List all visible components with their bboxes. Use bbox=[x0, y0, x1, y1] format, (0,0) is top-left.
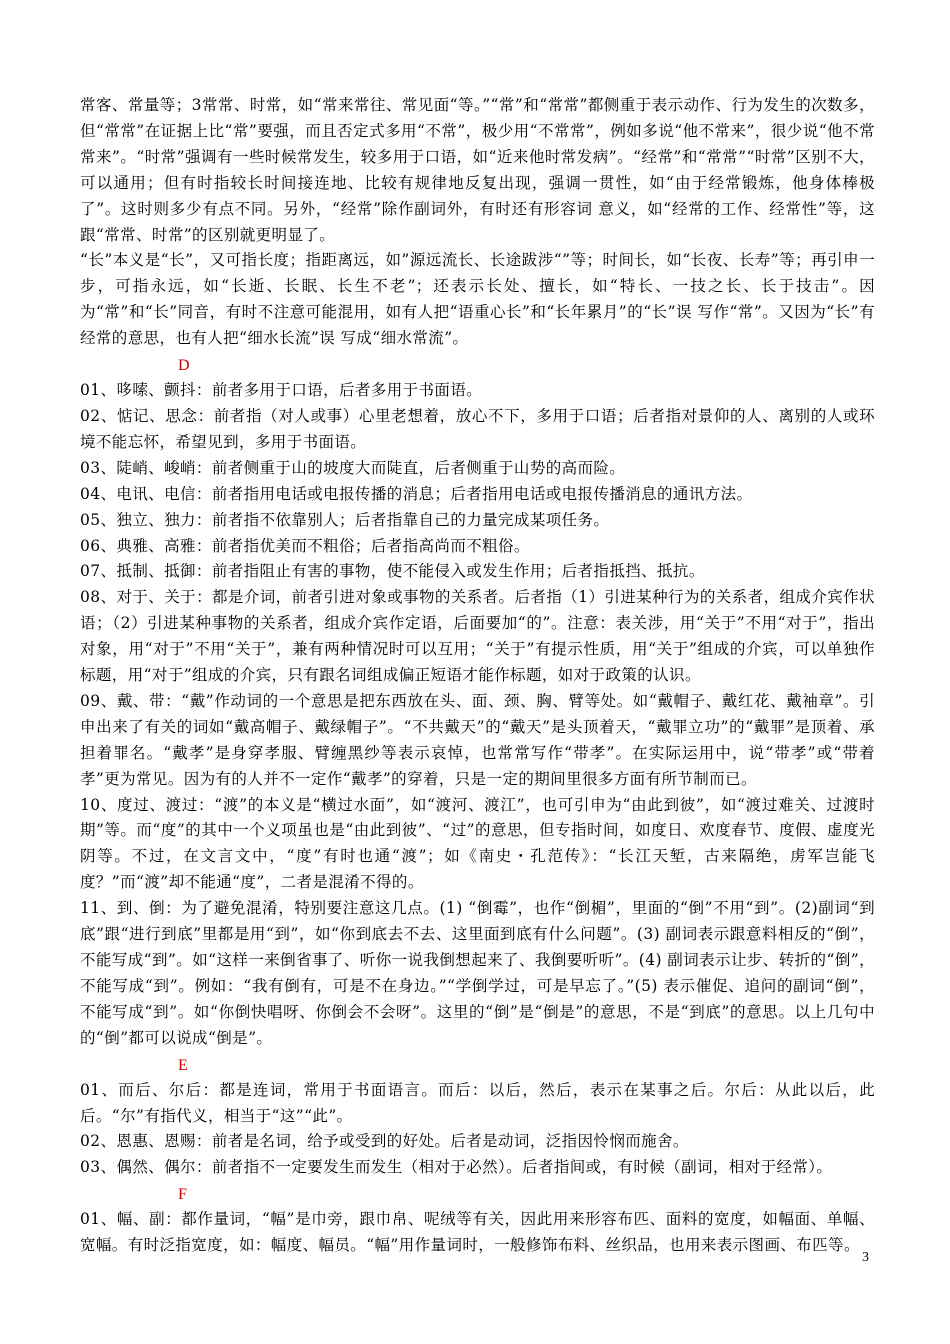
page-number: 3 bbox=[862, 1250, 869, 1265]
paragraph: 04、电讯、电信：前者指用电话或电报传播的消息；后者指用电话或电报传播消息的通讯方法。 bbox=[80, 484, 753, 503]
paragraph: 常客、常量等；3常常、时常，如“常来常往、常见面“等。”“常”和“常常”都侧重于表示动作、行为发生的次数多，但“常常”在证据上比“常”要强，而且否定式多用“不常”，极少用“不常常”，例如多说“他不常来”，很少说“他不常常来”。“时常”强调有一些时候常发生，较多用于口语，如“近来他时常发病”。“经常”和“常常”“时常”区别不大，可以通用；但有时指较长时间接连地、比较有规律地反复出现，强调一贯性，如“由于经常锻炼，他身体棒极了”。这时则多少有点不同。另外，“经常”除作副词外，有时还有形容词 意义，如“经常的工作、经常性”等，这跟“常常、时常”的区别就更明显了。 bbox=[80, 96, 875, 244]
paragraph: 07、抵制、抵御：前者指阻止有害的事物，使不能侵入或发生作用；后者指抵挡、抵抗。 bbox=[80, 562, 705, 581]
paragraph: 06、典雅、高雅：前者指优美而不粗俗；后者指高尚而不粗俗。 bbox=[80, 536, 530, 555]
section-heading: F bbox=[178, 1186, 188, 1204]
paragraph: 10、度过、渡过：“渡”的本义是“横过水面”，如“渡河、渡江”，也可引申为“由此到彼”，如“渡过难关、过渡时期”等。而“度”的其中一个义项虽也是“由此到彼”、“过”的意思，但专指时间，如度日、欢度春节、度假、虚度光阴等。不过，在文言文中，“度”有时也通“渡”；如《南史・孔范传》：“长江天堑，古来隔绝，虏军岂能飞度？”而“渡”却不能通“度”，二者是混淆不得的。 bbox=[80, 795, 875, 892]
paragraph: 05、独立、独力：前者指不依靠别人；后者指靠自己的力量完成某项任务。 bbox=[80, 510, 610, 529]
paragraph: 08、对于、关于：都是介词，前者引进对象或事物的关系者。后者指（1）引进某种行为的关系者，组成介宾作状语；（2）引进某种事物的关系者，组成介宾作定语，后面要加“的”。注意：表关涉，用“关于”不用“对于”，指出对象，用“对于”不用“关于”，兼有两种情况时可以互用；“关于”有提示性质，用“关于”组成的介宾，可以单独作标题，用“对于”组成的介宾，只有跟名词组成偏正短语才能作标题，如对于政策的认识。 bbox=[80, 588, 875, 685]
paragraph: 02、恩惠、恩赐：前者是名词，给予或受到的好处。后者是动词，泛指因怜悯而施舍。 bbox=[80, 1132, 689, 1151]
section-heading: D bbox=[178, 357, 190, 375]
paragraph: 09、戴、带：“戴”作动词的一个意思是把东西放在头、面、颈、胸、臂等处。如“戴帽子、戴红花、戴袖章”。引申出来了有关的词如“戴高帽子、戴绿帽子”。“不共戴天”的“戴天”是头顶着天，“戴罪立功”的“戴罪”是顶着、承担着罪名。“戴孝”是身穿孝服、臂缠黑纱等表示哀悼，也常常写作“带孝”。在实际运用中，说“带孝”或“带着孝”更为常见。因为有的人并不一定作“戴孝”的穿着，只是一定的期间里很多方面有所节制而已。 bbox=[80, 691, 875, 788]
paragraph: 01、哆嗦、颤抖：前者多用于口语，后者多用于书面语。 bbox=[80, 381, 483, 400]
paragraph: 02、惦记、思念：前者指（对人或事）心里老想着，放心不下，多用于口语；后者指对景仰的人、离别的人或环境不能忘怀，希望见到，多用于书面语。 bbox=[80, 406, 875, 451]
section-heading: E bbox=[178, 1056, 189, 1074]
paragraph: “长”本义是“长”，又可指长度；指距离远，如”源远流长、长途跋涉“”等；时间长，如“长夜、长寿”等；再引申一步，可指永远，如“长逝、长眠、长生不老”；还表示长处、擅长，如“特长、一技之长、长于技击”。因为“常”和“长”同音，有时不注意可能混用，如有人把“语重心长”和“长年累月”的“长”误 写作“常”。又因为“长”有经常的意思，也有人把“细水长流”误 写成“细水常流”。 bbox=[80, 251, 875, 348]
paragraph: 01、而后、尔后：都是连词，常用于书面语言。而后：以后，然后，表示在某事之后。尔后：从此以后，此后。“尔”有指代义，相当于“这”“此”。 bbox=[80, 1080, 875, 1125]
document-body bbox=[80, 93, 875, 1259]
paragraph: 03、陡峭、峻峭：前者侧重于山的坡度大而陡直，后者侧重于山势的高而险。 bbox=[80, 458, 626, 477]
paragraph: 03、偶然、偶尔：前者指不一定要发生而发生（相对于必然）。后者指间或，有时候（副词，相对于经常）。 bbox=[80, 1158, 833, 1177]
paragraph: 01、幅、副：都作量词，“幅”是巾旁，跟巾帛、呢绒等有关，因此用来形容布匹、面料的宽度，如幅面、单幅、宽幅。有时泛指宽度，如：幅度、幅员。“幅”用作量词时，一般修饰布料、丝织品，也用来表示图画、布匹等。 bbox=[80, 1210, 875, 1255]
paragraph: 11、到、倒：为了避免混淆，特别要注意这几点。(1) “倒霉”，也作“倒楣”，里面的“倒”不用“到”。(2)副词“到底”跟“进行到底”里都是用“到”，如“你到底去不去、这里面到底有什么问题”。(3) 副词表示跟意料相反的“倒”，不能写成“到”。如“这样一来倒省事了、听你一说我倒想起来了、我倒要听听”。(4) 副词表示让步、转折的“倒”，不能写成“到”。例如：“我有倒有，可是不在身边。”“学倒学过，可是早忘了。”(5) 表示催促、追问的副词“倒”，不能写成“到”。如“你倒快唱呀、你倒会不会呀”。这里的“倒”是“倒是”的意思，不是“到底”的意思。以上几句中的“倒”都可以说成“倒是”。 bbox=[80, 899, 875, 1047]
